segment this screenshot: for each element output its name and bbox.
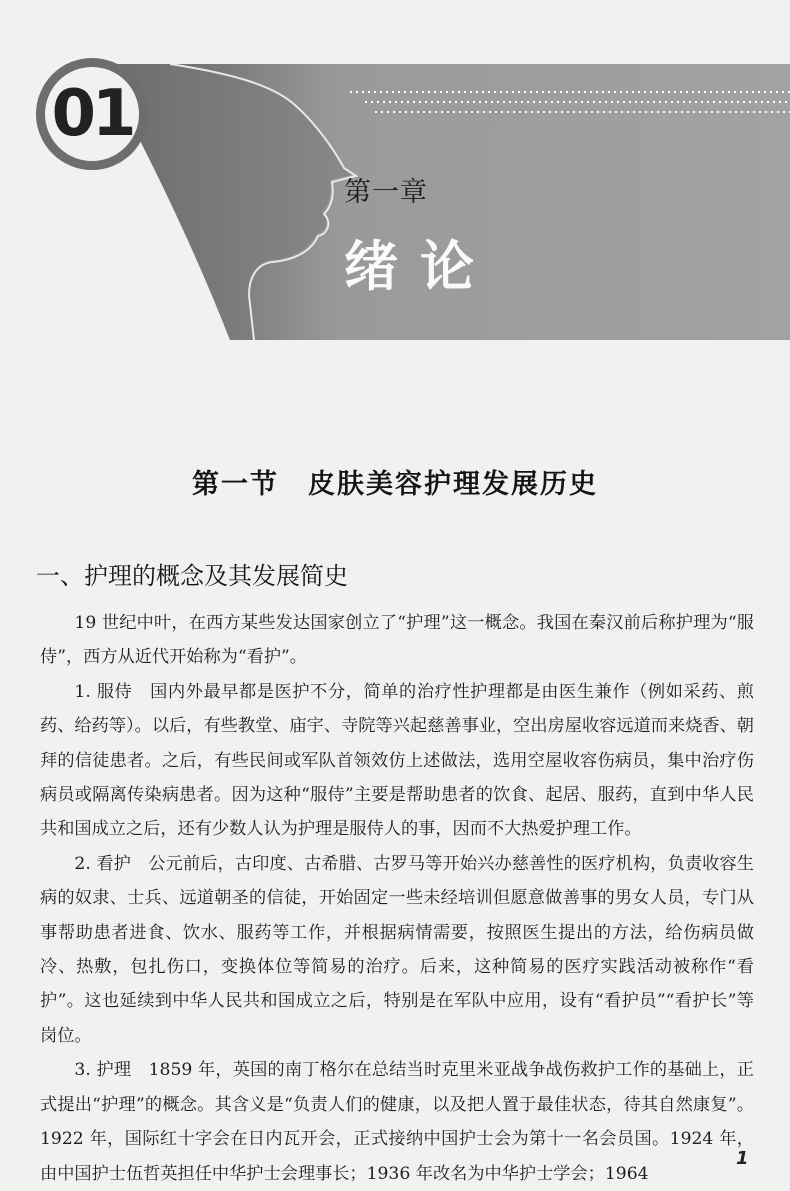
subsection-title: 一、护理的概念及其发展简史: [36, 562, 348, 590]
body-text: [40, 606, 754, 1191]
paragraph: 2. 看护 公元前后，古印度、古希腊、古罗马等开始兴办慈善性的医疗机构，负责收容生病的奴隶、士兵、远道朝圣的信徒，开始固定一些未经培训但愿意做善事的男女人员，专门从事帮助患者进食、饮水、服药等工作，并根据病情需要，按照医生提出的方法，给伤病员做冷、热敷，包扎伤口，变换体位等简易的治疗。后来，这种简易的医疗实践活动被称作“看护”。这也延续到中华人民共和国成立之后，特别是在军队中应用，设有“看护员”“看护长”等岗位。: [40, 853, 754, 1046]
section-title: 第一节 皮肤美容护理发展历史: [192, 469, 598, 500]
chapter-label: 第一章: [344, 177, 428, 208]
chapter-title: 绪论: [344, 235, 496, 298]
chapter-number: 01: [51, 77, 133, 151]
paragraph: 1. 服侍 国内外最早都是医护不分，简单的治疗性护理都是由医生兼作（例如采药、煎药、给药等）。以后，有些教堂、庙宇、寺院等兴起慈善事业，空出房屋收容远道而来烧香、朝拜的信徒患者。之后，有些民间或军队首领效仿上述做法，选用空屋收容伤病员，集中治疗伤病员或隔离传染病患者。因为这种“服侍”主要是帮助患者的饮食、起居、服药，直到中华人民共和国成立之后，还有少数人认为护理是服侍人的事，因而不大热爱护理工作。: [40, 681, 754, 840]
paragraph: 3. 护理 1859 年，英国的南丁格尔在总结当时克里米亚战争战伤救护工作的基础上，正式提出“护理”的概念。其含义是“负责人们的健康，以及把人置于最佳状态，待其自然康复”。1922 年，国际红十字会在日内瓦开会，正式接纳中国护士会为第十一名会员国。1924 年，由中国护士伍哲英担任中华护士会理事长；1936 年改名为中华护士学会；1964: [40, 1060, 754, 1184]
page-number: 1: [736, 1148, 749, 1169]
paragraph: 19 世纪中叶，在西方某些发达国家创立了“护理”这一概念。我国在秦汉前后称护理为“服侍”，西方从近代开始称为“看护”。: [40, 613, 754, 668]
